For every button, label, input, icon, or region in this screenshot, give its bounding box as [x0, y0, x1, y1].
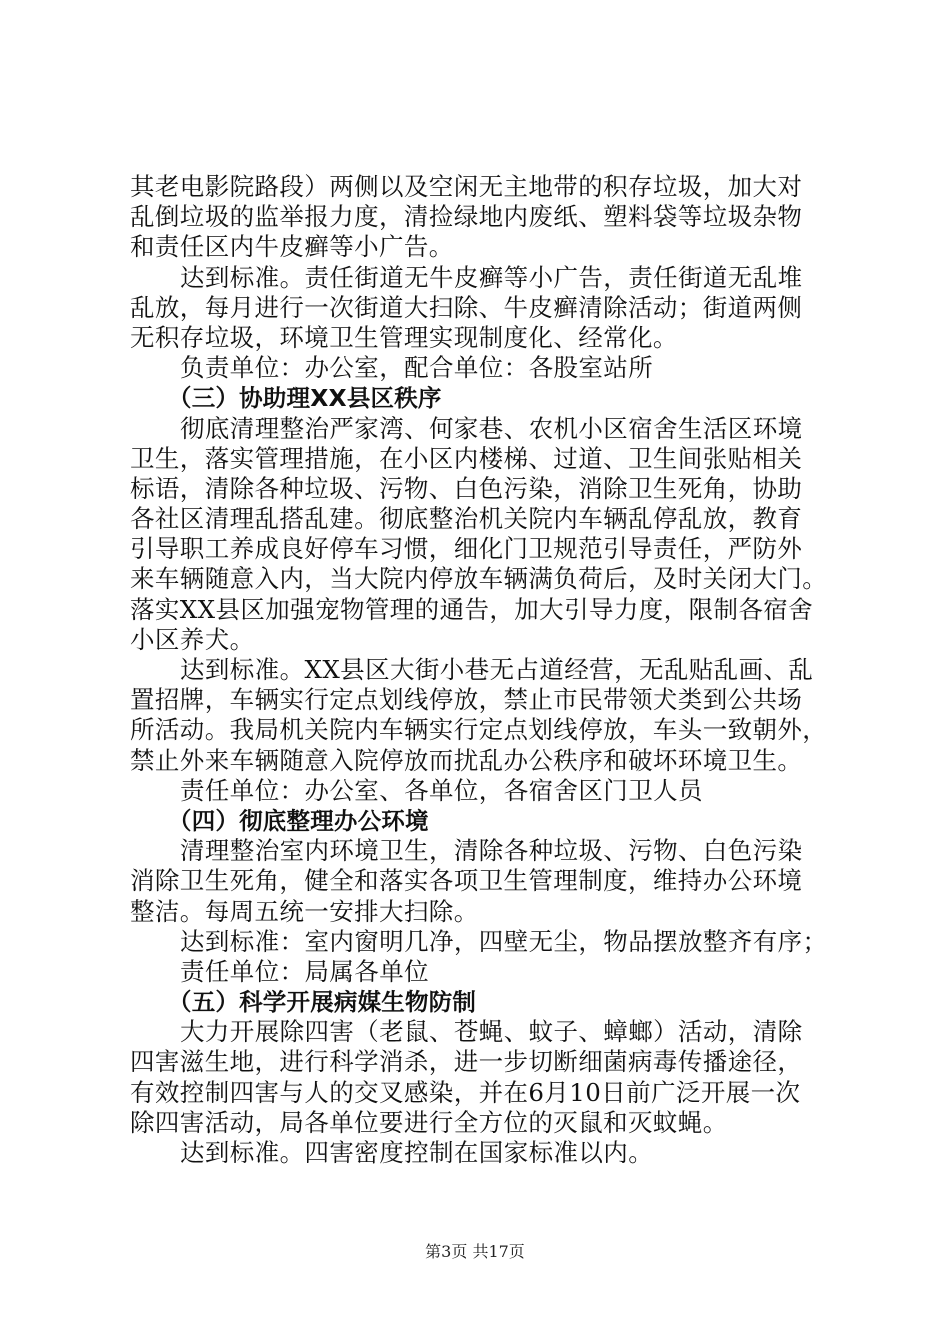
paragraph-line: 小区养犬。 [130, 624, 255, 654]
page-number-footer: 第3页 共17页 [425, 1242, 525, 1261]
paragraph-line: 其老电影院路段）两侧以及空闲无主地带的积存垃圾，加大对 [130, 172, 803, 201]
paragraph-line: 禁止外来车辆随意入院停放而扰乱办公秩序和破坏环境卫生。 [130, 745, 803, 775]
section-heading: （四）彻底整理办公环境 [168, 806, 429, 835]
paragraph-line: 彻底清理整治严家湾、何家巷、农机小区宿舍生活区环境 [180, 413, 803, 443]
paragraph-line: 达到标准：室内窗明几净，四壁无尘，物品摆放整齐有序； [180, 926, 828, 956]
paragraph-line: 各社区清理乱搭乱建。彻底整治机关院内车辆乱停乱放，教育 [130, 504, 803, 534]
paragraph-line: 除四害活动，局各单位要进行全方位的灭鼠和灭蚊蝇。 [130, 1107, 728, 1137]
paragraph-line: 所活动。我局机关院内车辆实行定点划线停放，车头一致朝外， [130, 715, 828, 745]
paragraph-line: 卫生，落实管理措施，在小区内楼梯、过道、卫生间张贴相关 [130, 443, 803, 473]
paragraph-line: 置招牌，车辆实行定点划线停放，禁止市民带领犬类到公共场 [130, 685, 803, 715]
paragraph-line: 标语，清除各种垃圾、污物、白色污染，消除卫生死角，协助 [130, 473, 803, 503]
paragraph-line: 达到标准。四害密度控制在国家标准以内。 [180, 1138, 654, 1167]
document-body [130, 172, 830, 1168]
paragraph-line: 来车辆随意入内，当大院内停放车辆满负荷后，及时关闭大门。 [130, 564, 828, 594]
paragraph-line: 乱倒垃圾的监举报力度，清捡绿地内废纸、塑料袋等垃圾杂物 [130, 202, 803, 232]
paragraph-line: 整洁。每周五统一安排大扫除。 [130, 896, 479, 926]
paragraph-line: 落实XX县区加强宠物管理的通告，加大引导力度，限制各宿舍 [130, 594, 814, 624]
paragraph-line: 消除卫生死角，健全和落实各项卫生管理制度，维持办公环境 [130, 866, 803, 896]
paragraph-line: 四害滋生地，进行科学消杀，进一步切断细菌病毒传播途径， [130, 1047, 803, 1077]
paragraph-line: 乱放，每月进行一次街道大扫除、牛皮癣清除活动；街道两侧 [130, 292, 803, 322]
section-heading: （五）科学开展病媒生物防制 [168, 988, 477, 1017]
paragraph-line: 和责任区内牛皮癣等小广告。 [130, 232, 454, 262]
paragraph-line: 无积存垃圾，环境卫生管理实现制度化、经常化。 [130, 322, 678, 352]
paragraph-line: 引导职工养成良好停车习惯，细化门卫规范引导责任，严防外 [130, 534, 803, 564]
paragraph-line: 大力开展除四害（老鼠、苍蝇、蚊子、蟑螂）活动，清除 [180, 1017, 803, 1047]
paragraph-line: 有效控制四害与人的交叉感染，并在6月10日前广泛开展一次 [130, 1077, 801, 1107]
paragraph-line: 达到标准。XX县区大街小巷无占道经营，无乱贴乱画、乱 [180, 655, 814, 684]
paragraph-line: 负责单位：办公室，配合单位：各股室站所 [180, 353, 654, 383]
section-heading: （三）协助理XX县区秩序 [168, 384, 442, 413]
paragraph-line: 清理整治室内环境卫生，清除各种垃圾、污物、白色污染 [180, 836, 803, 866]
paragraph-line: 达到标准。责任街道无牛皮癣等小广告，责任街道无乱堆 [180, 262, 803, 292]
paragraph-line: 责任单位：局属各单位 [180, 956, 429, 986]
paragraph-line: 责任单位：办公室、各单位，各宿舍区门卫人员 [180, 775, 703, 805]
